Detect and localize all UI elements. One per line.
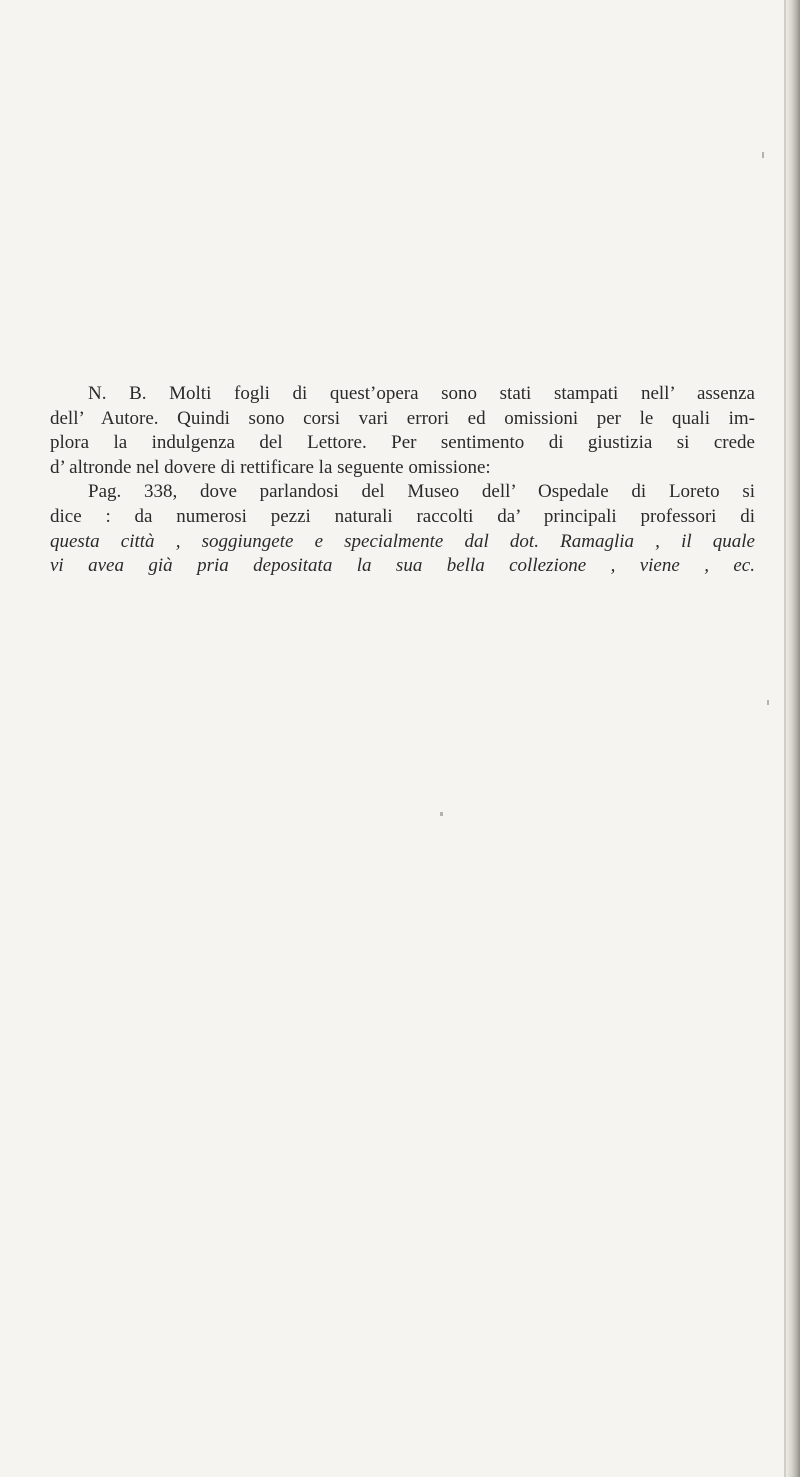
scan-speck: [440, 812, 443, 816]
scan-speck: [762, 152, 764, 158]
page-binding-edge: [786, 0, 800, 1477]
note-line: Pag. 338, dove parlandosi del Museo dell’ Ospedale di Loreto si: [88, 481, 755, 503]
note-line: dell’ Autore. Quindi sono corsi vari errori ed omissioni per le quali im-: [50, 407, 755, 429]
note-line: N. B. Molti fogli di quest’opera sono stati stampati nell’ assenza: [88, 383, 755, 404]
note-line: questa città , soggiungete e specialmente dal dot. Ramaglia , il quale: [50, 530, 755, 552]
note-line: plora la indulgenza del Lettore. Per sentimento di giustizia si crede: [50, 432, 755, 454]
note-line: d’ altronde nel dovere di rettificare la seguente omissione:: [50, 456, 491, 478]
scan-speck: [767, 700, 769, 705]
errata-note: [50, 382, 755, 579]
note-line: vi avea già pria depositata la sua bella collezione , viene , ec.: [50, 555, 755, 577]
note-line: dice : da numerosi pezzi naturali raccolti da’ principali professori di: [50, 505, 755, 527]
